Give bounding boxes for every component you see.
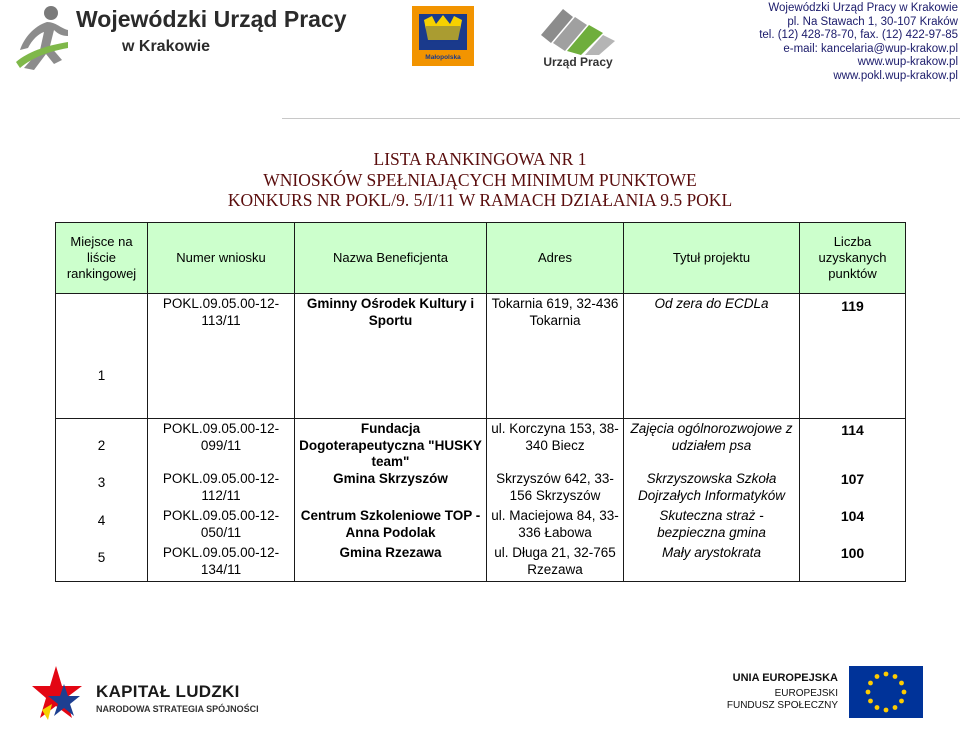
document-title (0, 149, 960, 211)
contact-website[interactable]: www.pokl.wup-krakow.pl (833, 69, 958, 82)
cell-beneficiary: Fundacja Dogoterapeutyczna "HUSKY team" (299, 421, 482, 469)
cell-points: 104 (840, 508, 865, 524)
cell-project: Skrzyszowska Szkoła Dojrzałych Informatyków (637, 471, 786, 503)
cell-place: 5 (97, 550, 106, 565)
cell-number: POKL.09.05.00-12-113/11 (148, 294, 295, 419)
cell-beneficiary-group (295, 419, 487, 582)
kapital-ludzki-subtitle: NARODOWA STRATEGIA SPÓJNOŚCI (96, 704, 259, 714)
cell-project: Od zera do ECDLa (624, 294, 800, 419)
cell-number: POKL.09.05.00-12-112/11 (162, 471, 280, 503)
cell-number: POKL.09.05.00-12-134/11 (162, 545, 280, 577)
eu-label-line1: UNIA EUROPEJSKA (732, 672, 838, 684)
ranking-table (55, 222, 906, 582)
cell-project: Mały arystokrata (661, 545, 762, 560)
cell-place-group (56, 419, 148, 582)
org-name-line1: Wojewódzki Urząd Pracy (76, 6, 347, 32)
contact-block (738, 2, 958, 84)
cell-number: POKL.09.05.00-12-099/11 (162, 421, 280, 453)
eu-fund-logo (728, 662, 923, 722)
wup-logo (14, 2, 374, 74)
cell-project-group (624, 419, 800, 582)
urzad-pracy-emblem-icon (537, 5, 619, 55)
contact-line: Wojewódzki Urząd Pracy w Krakowie (768, 2, 958, 14)
cell-address: Skrzyszów 642, 33-156 Skrzyszów (496, 471, 614, 503)
cell-address-group (487, 419, 624, 582)
cell-points: 107 (840, 471, 865, 487)
cell-number-group (148, 419, 295, 582)
table-header-row (56, 223, 906, 294)
cell-beneficiary: Gmina Skrzyszów (333, 471, 448, 486)
col-header-number: Numer wniosku (148, 223, 295, 294)
urzad-pracy-label: Urząd Pracy (543, 55, 613, 69)
malopolska-label: Małopolska (425, 54, 461, 61)
cell-project: Skuteczna straż - bezpieczna gmina (657, 508, 766, 540)
cell-beneficiary: Gminny Ośrodek Kultury i Sportu (295, 294, 487, 419)
cell-place: 4 (97, 512, 106, 528)
title-line: LISTA RANKINGOWA NR 1 (373, 149, 587, 169)
col-header-points: Liczba uzyskanych punktów (800, 223, 906, 294)
cell-project: Zajęcia ogólnorozwojowe z udziałem psa (630, 421, 793, 453)
cell-address: ul. Długa 21, 32-765 Rzezawa (494, 545, 616, 577)
title-line: WNIOSKÓW SPEŁNIAJĄCYCH MINIMUM PUNKTOWE (263, 169, 697, 190)
kapital-ludzki-logo (30, 652, 270, 732)
kapital-ludzki-star-icon (30, 652, 90, 732)
contact-email[interactable]: e-mail: kancelaria@wup-krakow.pl (783, 42, 958, 55)
cell-place: 2 (97, 437, 106, 453)
cell-place: 3 (97, 475, 106, 490)
contact-line: pl. Na Stawach 1, 30-107 Kraków (787, 15, 958, 28)
table-row-group (56, 419, 906, 582)
cell-address: ul. Korczyna 153, 38-340 Biecz (491, 421, 619, 453)
cell-points-group (800, 419, 906, 582)
col-header-address: Adres (487, 223, 624, 294)
eu-flag-icon (849, 666, 923, 718)
cell-address: ul. Maciejowa 84, 33-336 Łabowa (491, 508, 619, 540)
cell-number: POKL.09.05.00-12-050/11 (162, 508, 280, 540)
col-header-place: Miejsce na liście rankingowej (56, 223, 148, 294)
cell-points: 119 (800, 294, 906, 419)
cell-beneficiary: Centrum Szkoleniowe TOP - Anna Podolak (300, 508, 481, 540)
urzad-pracy-logo (537, 5, 619, 73)
org-name-line2: w Krakowie (122, 38, 211, 55)
cell-place: 1 (56, 294, 148, 419)
cell-points: 100 (840, 545, 865, 561)
col-header-beneficiary: Nazwa Beneficjenta (295, 223, 487, 294)
cell-points: 114 (841, 422, 864, 438)
malopolska-logo (412, 6, 474, 66)
eu-label-line2: EUROPEJSKI (774, 688, 838, 699)
cell-address: Tokarnia 619, 32-436 Tokarnia (487, 294, 624, 419)
kapital-ludzki-title: KAPITAŁ LUDZKI (96, 682, 240, 701)
title-line: KONKURS NR POKL/9. 5/I/11 W RAMACH DZIAŁANIA 9.5 POKL (227, 190, 733, 211)
runner-figure-icon (14, 2, 70, 74)
col-header-project: Tytuł projektu (624, 223, 800, 294)
contact-line: tel. (12) 428-78-70, fax. (12) 422-97-85 (759, 29, 958, 42)
header-divider (282, 118, 960, 119)
table-row (56, 294, 906, 419)
contact-website[interactable]: www.wup-krakow.pl (857, 56, 958, 69)
eu-label-line3: FUNDUSZ SPOŁECZNY (726, 700, 838, 711)
cell-beneficiary: Gmina Rzezawa (339, 545, 442, 560)
